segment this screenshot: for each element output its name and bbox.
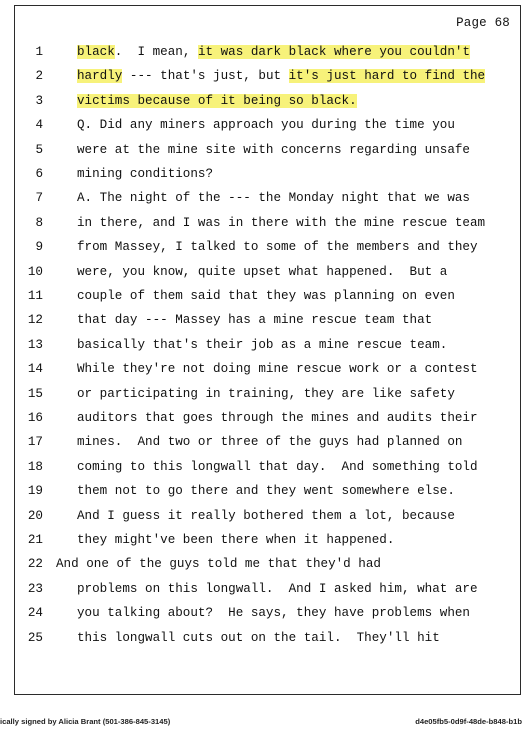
transcript-line xyxy=(15,141,520,159)
line-number: 21 xyxy=(27,533,43,547)
line-number: 18 xyxy=(27,459,43,474)
highlighted-text: it was dark black where you couldn't xyxy=(197,45,471,59)
transcript-line xyxy=(15,165,520,183)
line-number: 13 xyxy=(27,337,43,352)
transcript-line xyxy=(15,385,520,403)
line-text xyxy=(77,531,394,549)
transcript-line xyxy=(15,214,520,232)
line-text xyxy=(77,433,462,451)
text-segment: they might've been there when it happened. xyxy=(77,533,395,547)
line-text xyxy=(77,141,470,159)
line-text xyxy=(77,214,485,232)
line-text xyxy=(77,287,455,305)
transcript-line xyxy=(15,360,520,378)
signature-text: ically signed by Alicia Brant (501-386-845-3145) xyxy=(0,717,171,726)
transcript-line xyxy=(15,433,520,451)
line-number: 24 xyxy=(27,606,43,621)
transcript-line xyxy=(15,507,520,525)
line-text xyxy=(77,311,432,329)
text-segment: Q. Did any miners approach you during the time you xyxy=(77,118,455,133)
transcript-line xyxy=(15,409,520,427)
text-segment: them not to go there and they went somewhere else. xyxy=(77,484,455,499)
line-text xyxy=(77,580,478,598)
line-number: 25 xyxy=(27,630,43,645)
transcript-line xyxy=(15,238,520,256)
line-number: 4 xyxy=(35,118,43,133)
text-segment: auditors that goes through the mines and audits their xyxy=(77,411,478,425)
line-text xyxy=(77,604,470,622)
highlighted-text: black xyxy=(77,45,115,59)
line-text xyxy=(77,336,447,354)
text-segment: --- that's just, but xyxy=(122,69,289,84)
transcript-line xyxy=(15,263,520,281)
line-number: 6 xyxy=(35,167,43,181)
line-text xyxy=(77,165,213,183)
text-segment: And I guess it really bothered them a lot, because xyxy=(77,508,455,523)
page-number: Page 68 xyxy=(456,16,510,30)
line-number: 3 xyxy=(35,93,43,108)
document-id: d4e05fb5-0d9f-48de-b848-b1b xyxy=(415,717,522,726)
text-segment: were at the mine site with concerns regarding unsafe xyxy=(77,142,470,157)
line-text xyxy=(77,189,470,207)
line-text xyxy=(77,507,455,525)
text-segment: A. The night of the --- the Monday night that we was xyxy=(77,191,470,206)
transcript-line xyxy=(15,458,520,476)
transcript-line xyxy=(15,43,520,61)
line-text xyxy=(77,482,455,500)
line-number: 16 xyxy=(27,411,43,425)
line-text xyxy=(77,458,478,476)
line-text xyxy=(77,385,455,403)
line-text xyxy=(77,360,478,378)
line-text xyxy=(77,43,470,61)
transcript-line xyxy=(15,287,520,305)
line-number: 2 xyxy=(35,69,43,84)
text-segment: And one of the guys told me that they'd had xyxy=(56,557,381,572)
highlighted-text: victims because of it being so black. xyxy=(77,93,357,108)
text-segment: basically that's their job as a mine rescue team. xyxy=(77,337,448,352)
line-text xyxy=(77,263,447,281)
line-number: 9 xyxy=(35,240,43,255)
line-text xyxy=(77,116,455,134)
highlighted-text: hardly xyxy=(77,69,123,84)
text-segment: you talking about? He says, they have problems when xyxy=(77,606,470,621)
line-number: 22 xyxy=(27,557,43,572)
transcript-line xyxy=(15,67,520,85)
line-number: 15 xyxy=(27,386,43,401)
line-number: 12 xyxy=(27,313,43,328)
line-text xyxy=(77,629,440,647)
line-number: 10 xyxy=(27,264,43,279)
signature-footer xyxy=(0,717,528,733)
transcript-line xyxy=(15,531,520,549)
line-number: 20 xyxy=(27,508,43,523)
line-text xyxy=(77,92,357,110)
line-number: 23 xyxy=(27,581,43,596)
text-segment: coming to this longwall that day. And something told xyxy=(77,459,478,474)
line-number: 5 xyxy=(35,142,43,157)
transcript-line xyxy=(15,482,520,500)
transcript-line xyxy=(15,311,520,329)
text-segment: mines. And two or three of the guys had planned on xyxy=(77,435,463,450)
highlighted-text: it's just hard to find the xyxy=(288,69,486,84)
line-text xyxy=(56,555,381,573)
text-segment: couple of them said that they was planning on even xyxy=(77,289,455,303)
line-text xyxy=(77,238,478,256)
text-segment: problems on this longwall. And I asked him, what are xyxy=(77,581,478,596)
transcript-line xyxy=(15,92,520,110)
line-number: 7 xyxy=(35,191,43,206)
text-segment: that day --- Massey has a mine rescue team that xyxy=(77,313,433,328)
transcript-line xyxy=(15,555,520,573)
transcript-page xyxy=(14,5,521,695)
text-segment: were, you know, quite upset what happened. But a xyxy=(77,264,448,279)
line-number: 14 xyxy=(27,362,43,377)
text-segment: this longwall cuts out on the tail. They'll hit xyxy=(77,630,440,645)
transcript-line xyxy=(15,336,520,354)
transcript-line xyxy=(15,580,520,598)
text-segment: or participating in training, they are like safety xyxy=(77,386,455,401)
text-segment: in there, and I was in there with the mine rescue team xyxy=(77,215,486,230)
transcript-line xyxy=(15,629,520,647)
line-number: 8 xyxy=(35,215,43,230)
line-number: 1 xyxy=(35,45,43,59)
text-segment: While they're not doing mine rescue work or a contest xyxy=(77,362,478,377)
line-text xyxy=(77,67,485,85)
text-segment: mining conditions? xyxy=(77,167,214,181)
transcript-line xyxy=(15,116,520,134)
line-number: 19 xyxy=(27,484,43,499)
line-text xyxy=(77,409,478,427)
transcript-line xyxy=(15,189,520,207)
text-segment: from Massey, I talked to some of the members and they xyxy=(77,240,478,255)
line-number: 17 xyxy=(27,435,43,450)
line-number: 11 xyxy=(27,289,43,303)
transcript-line xyxy=(15,604,520,622)
text-segment: . I mean, xyxy=(114,45,198,59)
